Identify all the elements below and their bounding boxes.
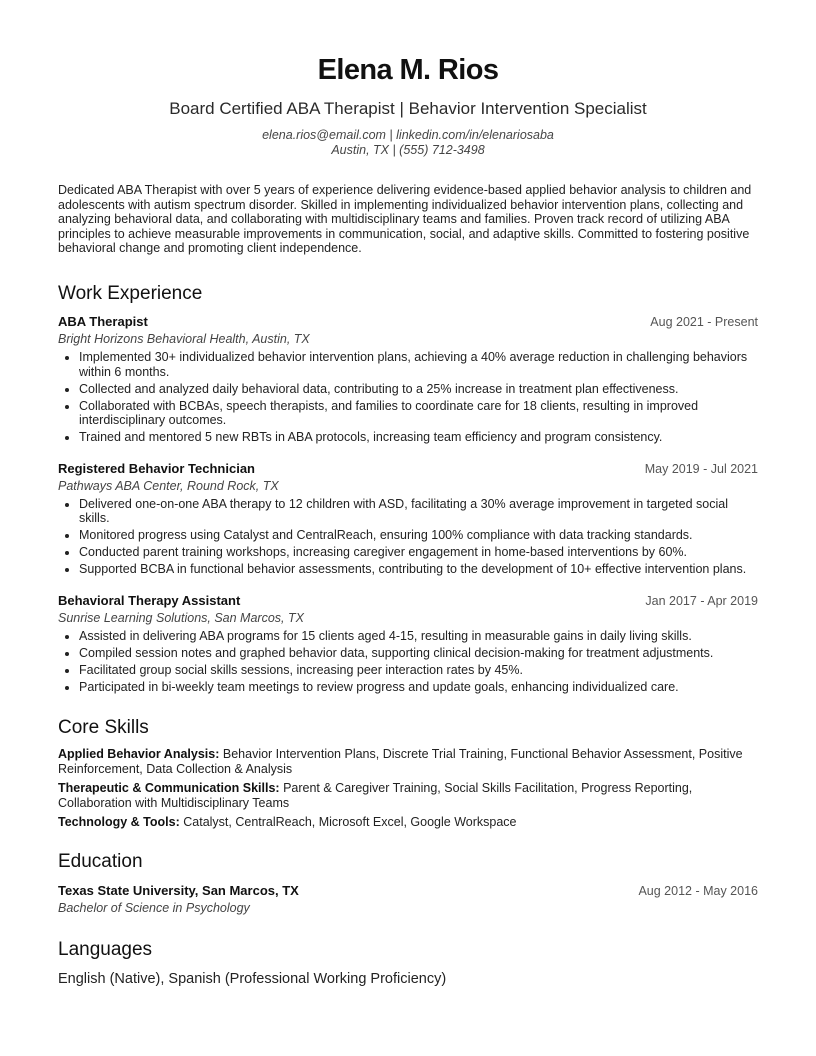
job-company: Pathways ABA Center, Round Rock, TX <box>58 478 279 493</box>
job-entry <box>58 314 758 445</box>
languages-text: English (Native), Spanish (Professional Working Proficiency) <box>58 971 447 988</box>
skill-values: Catalyst, CentralReach, Microsoft Excel, Google Workspace <box>183 814 517 829</box>
job-header <box>58 314 758 330</box>
job-bullet: • Assisted in delivering ABA programs for 15 clients aged 4-15, resulting in measurable gains in daily living skills. <box>79 629 758 644</box>
skill-line <box>58 781 758 810</box>
job-title: Behavioral Therapy Assistant <box>58 592 241 608</box>
job-bullet: • Delivered one-on-one ABA therapy to 12 children with ASD, facilitating a 30% average improvement in targeted social skills. <box>79 497 758 526</box>
skill-category: Technology & Tools: <box>58 814 180 829</box>
job-bullet: • Participated in bi-weekly team meetings to review progress and update goals, enhancing individualized care. <box>79 680 758 695</box>
education-header <box>58 883 758 899</box>
skill-category: Applied Behavior Analysis: <box>58 747 220 762</box>
skill-line <box>58 747 758 776</box>
job-bullet: • Facilitated group social skills sessions, increasing peer interaction rates by 45%. <box>79 663 758 678</box>
work-experience-section <box>58 283 758 694</box>
section-title-education: Education <box>58 851 143 873</box>
job-dates: Aug 2021 - Present <box>650 314 758 329</box>
contact-line-location-phone: Austin, TX | (555) 712-3498 <box>331 143 485 157</box>
job-bullet: • Trained and mentored 5 new RBTs in ABA protocols, increasing team efficiency and program consistency. <box>79 430 758 445</box>
skill-values: Parent & Caregiver Training, Social Skills Facilitation, Progress Reporting, Collaboration with Multidisciplinary Teams <box>58 780 693 810</box>
job-entry <box>58 461 758 577</box>
job-header <box>58 593 758 609</box>
job-bullets <box>58 629 758 695</box>
job-header <box>58 461 758 477</box>
job-bullets <box>58 350 758 445</box>
section-title-skills: Core Skills <box>58 717 149 739</box>
section-title-languages: Languages <box>58 939 153 961</box>
section-title-work: Work Experience <box>58 282 203 304</box>
skills-list <box>58 747 758 829</box>
languages-section <box>58 939 758 988</box>
job-title: ABA Therapist <box>58 313 148 329</box>
degree: Bachelor of Science in Psychology <box>58 901 250 916</box>
job-bullet: • Collected and analyzed daily behavioral data, contributing to a 25% increase in treatment plan effectiveness. <box>79 382 758 397</box>
contact-line-email-linkedin: elena.rios@email.com | linkedin.com/in/elenariosaba <box>262 128 554 142</box>
job-company: Bright Horizons Behavioral Health, Austin, TX <box>58 331 310 346</box>
job-bullet: • Implemented 30+ individualized behavior intervention plans, achieving a 40% average reduction in challenging behaviors within 6 months. <box>79 350 758 379</box>
education-dates: Aug 2012 - May 2016 <box>638 884 758 899</box>
core-skills-section <box>58 717 758 829</box>
job-bullet: • Conducted parent training workshops, increasing caregiver engagement in home-based interventions by 60%. <box>79 545 758 560</box>
job-dates: May 2019 - Jul 2021 <box>644 461 758 476</box>
job-bullet: • Compiled session notes and graphed behavior data, supporting clinical decision-making for treatment adjustments. <box>79 646 758 661</box>
school-name: Texas State University, San Marcos, TX <box>58 883 299 899</box>
headline: Board Certified ABA Therapist | Behavior Intervention Specialist <box>169 99 647 118</box>
skill-line <box>58 815 758 830</box>
job-bullets <box>58 497 758 577</box>
job-dates: Jan 2017 - Apr 2019 <box>645 593 758 608</box>
job-bullet: • Supported BCBA in functional behavior assessments, contributing to the development of 10+ effective intervention plans. <box>79 562 758 577</box>
skill-category: Therapeutic & Communication Skills: <box>58 780 280 795</box>
skill-values: Behavior Intervention Plans, Discrete Trial Training, Functional Behavior Assessment, Positive Reinforcement, Data Collection & Analysis <box>58 747 743 776</box>
job-bullet: • Monitored progress using Catalyst and CentralReach, ensuring 100% compliance with data tracking standards. <box>79 528 758 543</box>
job-company: Sunrise Learning Solutions, San Marcos, TX <box>58 610 304 625</box>
education-section <box>58 851 758 916</box>
education-entry <box>58 883 758 916</box>
candidate-name: Elena M. Rios <box>317 54 499 86</box>
professional-summary: Dedicated ABA Therapist with over 5 years of experience delivering evidence-based applied behavior analysis to children and adolescents with autism spectrum disorder. Skilled in implementing individualized behavior intervention plans, collecting and analyzing behavioral data, and collaborating with multidisciplinary teams and families. Proven track record of utilizing ABA principles to achieve measurable improvements in communication, social, and adaptive skills. Committed to fostering positive behavioral change and promoting client independence. <box>58 183 752 256</box>
job-entry <box>58 593 758 695</box>
job-bullet: • Collaborated with BCBAs, speech therapists, and families to coordinate care for 18 clients, resulting in improved interdisciplinary outcomes. <box>79 399 758 428</box>
job-title: Registered Behavior Technician <box>58 460 255 476</box>
contact-info <box>58 128 758 158</box>
